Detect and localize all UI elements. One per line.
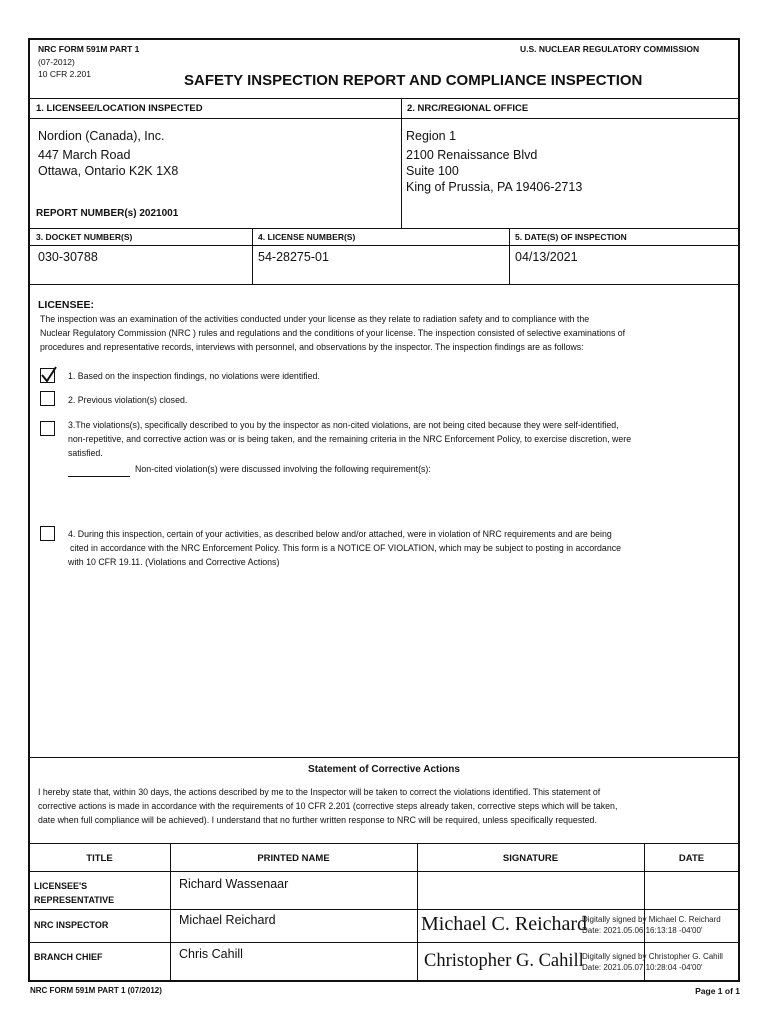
form-id: NRC FORM 591M PART 1 [38,44,140,54]
inspection-date-label: 5. DATE(S) OF INSPECTION [515,232,627,242]
item3-text: 3.The violations(s), specifically described to you by the inspector as non-cited violations, are not being cited because they were self-identified, non-repetitive, and corrective action was or is being taken, and the remaining criteria in the NRC Enforcement Policy, to exercise discretion, were satisfied. [68,420,632,458]
branch-chief-signature: Christopher G. Cahill [424,951,584,971]
noncited-label: Non-cited violation(s) were discussed involving the following requirement(s): [135,464,431,474]
docket-number: 030-30788 [38,250,98,264]
row3-name: Chris Cahill [179,947,243,961]
item1-checkbox[interactable] [40,368,55,383]
footer-form-id: NRC FORM 591M PART 1 (07/2012) [30,986,162,995]
form-revision: (07-2012) [38,57,75,67]
col-date: DATE [678,853,705,864]
inspector-signature: Michael C. Reichard [421,913,588,935]
licensee-name: Nordion (Canada), Inc. [38,129,165,143]
docket-label: 3. DOCKET NUMBER(S) [36,232,133,242]
col-printed-name: PRINTED NAME [257,853,330,864]
row1-signature-field[interactable] [418,872,643,908]
item3-checkbox[interactable] [40,421,55,436]
report-number: 2021001 [139,208,179,219]
item4-checkbox[interactable] [40,526,55,541]
branch-chief-signature-meta: Digitally signed by Christopher G. Cahill Date: 2021.05.07 10:28:04 -04'00' [582,952,723,972]
licensee-heading: LICENSEE: [38,299,95,311]
row2-title: NRC INSPECTOR [34,920,109,930]
region-line2: 2100 Renaissance Blvd [406,148,538,162]
form-cfr: 10 CFR 2.201 [38,69,91,79]
license-label: 4. LICENSE NUMBER(S) [258,232,356,242]
row3-title: BRANCH CHIEF [34,952,103,962]
item4-text: 4. During this inspection, certain of your activities, as described below and/or attached, were in violation of NRC requirements and are being cited in accordance with the NRC Enforcement Policy. This form is a NOTICE OF VIOLATION, which may be subject to posting in accordance with 10 CFR 19.11. (Violations and Corrective Actions) [68,529,621,567]
page-number: Page 1 of 1 [695,986,740,996]
col-signature: SIGNATURE [502,853,559,864]
section2-label: 2. NRC/REGIONAL OFFICE [407,103,529,114]
inspection-date: 04/13/2021 [515,250,578,264]
region-line3: Suite 100 [406,164,459,178]
licensee-address2: Ottawa, Ontario K2K 1X8 [38,164,179,178]
corrective-text: I hereby state that, within 30 days, the actions described by me to the Inspector will be taken to correct the violations identified. This statement of corrective actions is made in accordance with the requirements of 10 CFR 2.201 (corrective steps already taken, corrective steps which will be taken, date when full compliance will be achieved). I understand that no further written response to NRC will be required, unless specifically requested. [38,787,618,825]
licensee-address1: 447 March Road [38,148,131,162]
page-title: SAFETY INSPECTION REPORT AND COMPLIANCE INSPECTION [184,72,643,89]
license-number: 54-28275-01 [258,250,329,264]
corrective-heading: Statement of Corrective Actions [308,764,460,775]
section1-label: 1. LICENSEE/LOCATION INSPECTED [36,103,203,114]
region-line4: King of Prussia, PA 19406-2713 [406,180,583,194]
item2-label: 2. Previous violation(s) closed. [68,395,188,405]
checkmark-icon [40,365,58,385]
item2-checkbox[interactable] [40,391,55,406]
form-border [28,38,740,982]
inspector-signature-meta: Digitally signed by Michael C. Reichard Date: 2021.05.06 16:13:18 -04'00' [582,915,721,935]
row1-name: Richard Wassenaar [179,877,289,891]
col-title: TITLE [86,853,113,864]
intro-text: The inspection was an examination of the activities conducted under your license as they relate to radiation safety and to compliance with the Nuclear Regulatory Commission (NRC ) rules and regulations and the conditions of your license. The inspection consisted of selective examinations of procedures and representative records, interviews with personnel, and observations by the inspector. The inspection findings are as follows: [40,314,626,352]
row2-name: Michael Reichard [179,913,276,927]
region-line1: Region 1 [406,129,457,143]
item1-label: 1. Based on the inspection findings, no violations were identified. [68,371,320,381]
agency-name: U.S. NUCLEAR REGULATORY COMMISSION [520,44,700,54]
row1-title: LICENSEE'S REPRESENTATIVE [34,881,115,905]
report-number-label: REPORT NUMBER(s) 2021001 [36,208,179,219]
